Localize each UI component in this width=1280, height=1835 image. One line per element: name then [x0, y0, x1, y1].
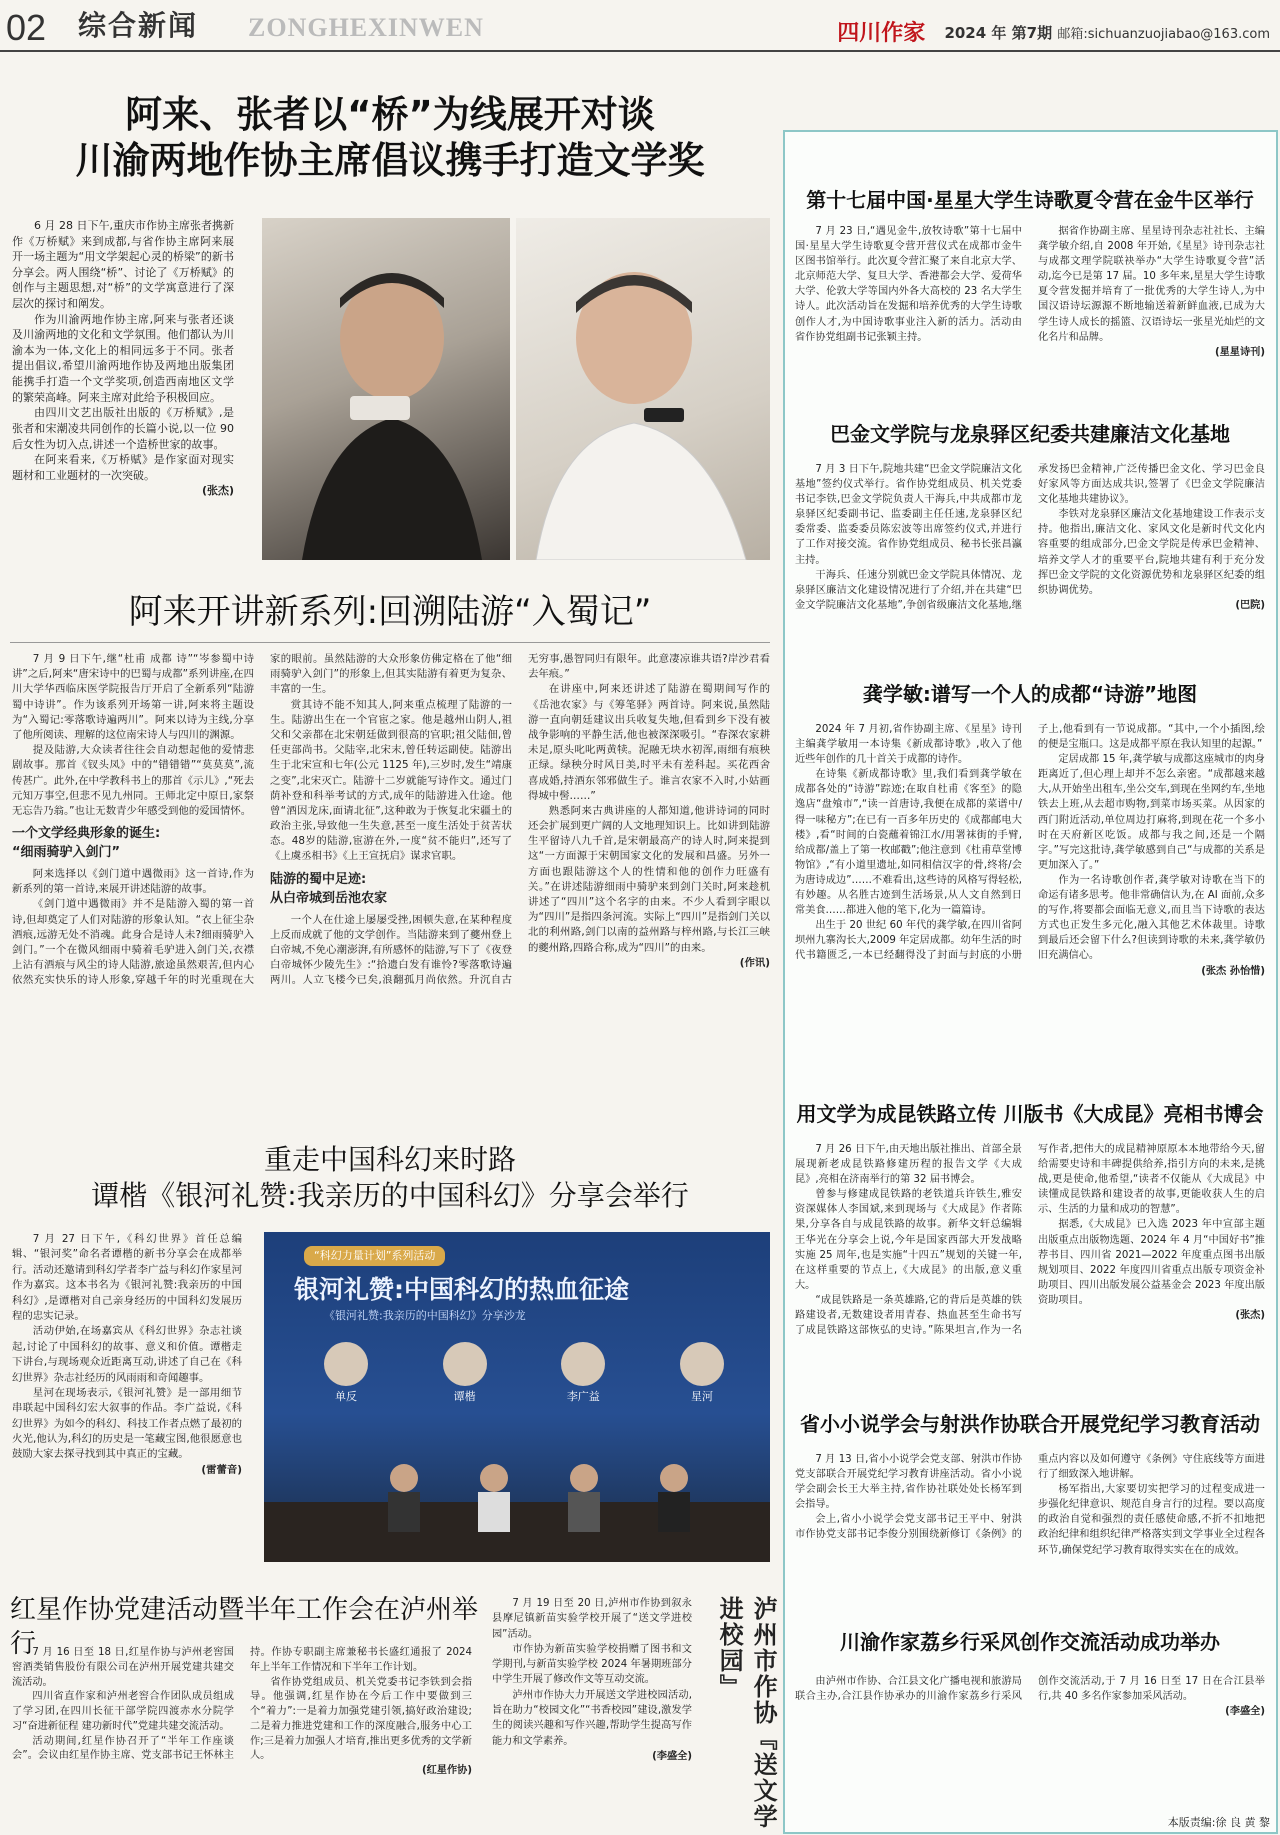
photo-banner: “科幻力量计划”系列活动 — [304, 1246, 445, 1266]
headline: 红星作协党建活动暨半年工作会在泸州举行 — [10, 1595, 479, 1659]
article-body — [795, 1142, 1265, 1402]
paragraph: 阿来选择以《剑门道中遇微雨》这一首诗,作为新系列的第一首诗,来展开讲述陆游的故事。 — [12, 868, 254, 896]
paragraph: 7 月 13 日,省小小说学会党支部、射洪市作协党支部联合开展党纪学习教育讲座活动。省小小说学会副会长王大举主持,省作协社联处处长杨军到会指导。 — [795, 1454, 1022, 1511]
portrait-illustration — [262, 218, 510, 560]
paragraph: 会上,省小小说学会党支部书记王平中、射洪市作协党支部书记李俊分别围绕新修订《条例》的重点内容以及如何遵守《条例》守住底线等方面进行了细致深入地讲解。 — [795, 1454, 1265, 1541]
article-body — [12, 1232, 242, 1478]
paragraph: 曾参与修建成昆铁路的老铁道兵许铁生,雅安资深媒体人李国斌,来到现场与《大成昆》作者陈果,分享各自与成昆铁路的故事。新华文轩总编辑王华光在分享会上说,今年是国家西部大开发战略实施 25 周年,也是实施“十四五”规划的关键一年,在这样重要的节点上,《大成昆》的出版,意义重大。 — [795, 1189, 1022, 1291]
paragraph: 由四川文艺出版社出版的《万桥赋》,是张者和宋潮凌共同创作的长篇小说,以一位 90 后女性为切入点,讲述一个造桥世家的故事。 — [12, 406, 234, 451]
headline: 第十七届中国·星星大学生诗歌夏令营在金牛区举行 — [806, 188, 1254, 212]
paragraph: 市作协为新苗实验学校捐赠了图书和文学期刊,与新苗实验学校 2024 年暑期班部分中学生开展了修改作文等互动交流。 — [492, 1643, 692, 1686]
paragraph: 星河在现场表示,《银河礼赞》是一部用细节串联起中国科幻宏大叙事的作品。李广益说,《科幻世界》为如今的科幻、科技工作者点燃了最初的火光,他认为,科幻的历史是一笔藏宝图,他很愿意也鼓励大家去探寻找到其中真正的宝藏。 — [12, 1386, 242, 1461]
paragraph: 作为川渝两地作协主席,阿来与张者还谈及川渝两地的文化和文学氛围。他们都认为川渝本为一体,文化上的相同远多于不同。张者提出倡议,希望川渝两地作协及两地出版集团能携手打造一个文学奖项,创造西南地区文学的繁荣高峰。阿来主席对此给予积极回应。 — [12, 312, 234, 404]
article-xiaoxiaoshuo — [795, 1410, 1265, 1438]
article-body — [12, 652, 770, 1132]
byline: (雷蕾音) — [201, 1463, 242, 1476]
paragraph: 李铁对龙泉驿区廉洁文化基地建设工作表示支持。他指出,廉洁文化、家风文化是新时代文化内容重要的组成部分,巴金文学院是传承巴金精神、培养文学人才的重要平台,院地共建有利于充分发挥巴金文学院的文化资源优势和龙泉驿区纪委的组织协调优势。 — [1038, 509, 1265, 596]
paragraph: 6 月 28 日下午,重庆市作协主席张者携新作《万桥赋》来到成都,与省作协主席阿来展开一场主题为“用文学架起心灵的桥梁”的新书分享会。两人围绕“桥”、讨论了《万桥赋》的创作与主题思想,对“桥”的文学寓意进行了深层次的探讨和阐发。 — [12, 219, 234, 311]
vertical-headline: 泸州市作协『送文学进校园』 — [715, 1596, 778, 1830]
paragraph: 省作协党组成员、机关党委书记李铁到会指导。他强调,红星作协在今后工作中要做到三个“着力”:一是着力加强党建引领,搞好政治建设;二是着力推进党建和工作的深度融合,服务中心工作;三是着力加强人才培育,推出更多优秀的文学新人。 — [250, 1676, 472, 1762]
paragraph: 杨军指出,大家要切实把学习的过程变成进一步强化纪律意识、规范自身言行的过程。要以高度的政治自觉和强烈的责任感使命感,不折不扣地把政治纪律和组织纪律严格落实到文学事业全过程各环节,确保党纪学习教育取得实实在在的成效。 — [1038, 1484, 1265, 1556]
byline: (星星诗刊) — [1214, 346, 1265, 358]
paragraph: 泸州市作协大力开展送文学进校园活动,旨在助力“校园文化”“书香校园”建设,激发学生的阅读兴趣和写作兴趣,帮助学生提高写作能力和文学素养。 — [492, 1689, 692, 1747]
guest-card: 李广益 — [561, 1342, 605, 1405]
article-body — [795, 722, 1265, 1094]
email-label: 邮箱:sichuanzuojiabao@163.com — [1057, 27, 1270, 42]
headline: 阿来开讲新系列:回溯陆游“入蜀记” — [128, 592, 652, 632]
headline: 川渝作家荔乡行采风创作交流活动成功举办 — [840, 1630, 1220, 1654]
paragraph: 提及陆游,大众读者往往会自动想起他的爱情悲剧故事。那首《钗头凤》中的“错错错”“莫莫莫”,流传甚广。此外,在中学教科书上的那首《示儿》,“死去元知万事空,但悲不见九州同。王师北定中原日,家祭无忘告乃翁。”也让无数青少年感受到他的爱国情怀。 — [12, 744, 254, 817]
paragraph: 《剑门道中遇微雨》并不是陆游入蜀的第一首诗,但却奠定了人们对陆游的形象认知。“衣上征尘杂酒痕,远游无处不消魂。此身合是诗人未?细雨骑驴入剑门。”一个在微风细雨中骑着毛驴进入剑门关,衣襟上沾有酒痕与风尘的诗人陆游,旅途虽然艰苦,但内心依然充实快乐的诗人形象,穿越千年的时光重现在大家的眼前。虽然陆游的大众形象仿佛定格在了他“细雨骑驴入剑门”的形象上,但其实陆游有着更为复杂、丰富的一生。 — [12, 653, 512, 987]
paragraph: 出生于 20 世纪 60 年代的龚学敏,在四川省阿坝州九寨沟长大,2009 年定居成都。幼年生活的时代书籍匮乏,一本已经翻得没了封面与封底的小册子上,他看到有一节说成都。“其中,一个小插图,绘的便是宝瓶口。这是成都平原在我认知里的起源。” — [795, 724, 1265, 962]
paragraph: 四川省直作家和泸州老窖合作团队成员组成了学习团,在四川长征干部学院四渡赤水分院学习“奋进新征程 建功新时代”党建共建交流活动。 — [12, 1691, 234, 1732]
byline: (作讯) — [739, 956, 770, 969]
article-dialogue — [10, 92, 770, 185]
headline: 阿来、张者以“桥”为线展开对谈 — [125, 93, 655, 136]
headline: 川渝两地作协主席倡议携手打造文学奖 — [75, 139, 705, 183]
paragraph: 一个人在仕途上屡屡受挫,困顿失意,在某种程度上反而成就了他的文学创作。当陆游来到了夔州登上白帝城,不免心潮澎湃,有所感怀的陆游,写下了《夜登白帝城怀少陵先生》:“拾遗白发有谁怜?零落歌诗遍两川。人立飞楼今已矣,浪翻孤月尚依然。升沉自古无穷事,愚智同归有限年。此意凄凉谁共语?岸沙君看去年痕。” — [270, 653, 770, 987]
masthead — [0, 0, 1280, 52]
subheading: 陆游的蜀中足迹: 从白帝城到岳池农家 — [270, 871, 388, 906]
article-body — [795, 1452, 1265, 1602]
article-gong-xuemin — [795, 680, 1265, 708]
byline: (李盛全) — [1225, 1706, 1265, 1718]
portrait-illustration — [516, 218, 770, 560]
section-pinyin: ZONGHEXINWEN — [248, 13, 484, 42]
byline: (红星作协) — [421, 1765, 472, 1777]
article-luzhou-school — [492, 1596, 692, 1764]
article-chengkun — [795, 1100, 1265, 1128]
article-body — [795, 462, 1265, 652]
article-body — [12, 1646, 472, 1832]
paragraph: 活动期间,红星作协召开了“半年工作座谈会”。会议由红星作协主席、党支部书记王怀林主持。作协专职副主席兼秘书长盛红通报了 2024 年上半年工作情况和下半年工作计划。 — [12, 1647, 472, 1762]
byline: (张杰) — [1235, 1310, 1265, 1322]
guest-row — [324, 1342, 724, 1405]
guest-card: 星河 — [680, 1342, 724, 1405]
headline: 重走中国科幻来时路 — [263, 1143, 516, 1176]
stage-illustration — [264, 1422, 770, 1562]
paragraph: 在诗集《新成都诗歌》里,我们看到龚学敏在成都各处的“诗游”踪迹;在取自杜甫《客至》的隐逸店“盘飧市”,“读一首唐诗,我便在成都的菜谱中/得一味秘方”;在已有一百多年历史的《成都邮电大楼》,看“时间的白瓷蘸着锦江水/用署袜街的手臂,给成都/盖上了第一枚邮戳”;他注意到《杜甫草堂博物馆》,“有小道里遗址,如同相信汉字的骨,终将/会为唐诗成边”……不难看出,这些诗的风格写得轻松,有妙趣。从名胜古迹到生活场景,从人文自然到日常美食……都进入他的笔下,化为一篇篇诗。 — [795, 769, 1022, 917]
headline: 谭楷《银河礼赞:我亲历的中国科幻》分享会举行 — [91, 1179, 689, 1213]
divider — [10, 642, 770, 643]
paragraph: 熟悉阿来古典讲座的人都知道,他讲诗词的同时还会扩展到更广阔的人文地理知识上。比如讲到陆游生平留诗八九千首,是宋朝最高产的诗人时,阿来提到这“一方面源于宋朝国家文化的发展和昌盛。另外一方面也跟陆游这个人的性情和他的创作力旺盛有关。”在讲述陆游细雨中骑驴来到剑门关时,阿来趁机讲述了“四川”这个名字的由来。不少人看到字眼以为“四川”是指四条河流。实际上“四川”是指剑门关以北的利州路,剑门以南的益州路与梓州路,与长江三峡的夔州路,四路合称,成为“四川”的由来。 — [528, 804, 770, 954]
headline: 省小小说学会与射洪作协联合开展党纪学习教育活动 — [800, 1412, 1260, 1436]
photo-event-stage — [264, 1232, 770, 1562]
headline: 巴金文学院与龙泉驿区纪委共建廉洁文化基地 — [830, 422, 1230, 446]
paragraph: 活动伊始,在场嘉宾从《科幻世界》杂志社谈起,讨论了中国科幻的故事、意义和价值。谭楷走下讲台,与现场观众近距离互动,讲述了自己在《科幻世界》杂志社经历的风雨雨和奇闻趣事。 — [12, 1325, 242, 1384]
article-body — [795, 224, 1265, 430]
paragraph: 7 月 27 日下午,《科幻世界》首任总编辑、“银河奖”命名者谭楷的新书分享会在成都举行。活动还邀请到科幻学者李广益与科幻作家星河作为嘉宾。这本书名为《银河礼赞:我亲历的中国科幻》,是谭楷对自己亲身经历的中国科幻发展历程的忠实记录。 — [12, 1233, 242, 1322]
paragraph: 据悉,《大成昆》已入选 2023 年中宣部主题出版重点出版物选题、2024 年 4 月“中国好书”推荐书目、四川省 2021—2022 年度重点图书出版规划项目、2022 年度四川省重点出版专项资金补助项目、四川出版发展公益基金会 2023 年度出版资助项目。 — [1038, 1219, 1265, 1306]
paragraph: 在阿来看来,《万桥赋》是作家面对现实题材和工业题材的一次突破。 — [12, 453, 234, 482]
headline: 龚学敏:谱写一个人的成都“诗游”地图 — [862, 682, 1198, 706]
paragraph: 7 月 26 日下午,由天地出版社推出、首部全景展现新老成昆铁路修建历程的报告文学《大成昆》,亮相在济南举行的第 32 届书博会。 — [795, 1144, 1022, 1186]
paragraph: 定居成都 15 年,龚学敏与成都这座城市的肉身距离近了,但心理上却并不怎么亲密。“成都越来越大,从开始坐出租车,坐公交车,到现在坐网约车,坐地铁去上班,从去超市购物,到菜市场买菜。从因家的西门附近活动,单位周边打麻将,到现在花一个多小时在天府新区吃饭。成都与我之间,还是一个隔字。”写完这批诗,龚学敏感到自己“与成都的关系是更加深入了。” — [1038, 754, 1265, 871]
subheading: 一个文学经典形象的诞生: “细雨骑驴入剑门” — [12, 826, 161, 861]
byline: (张杰 孙怡惜) — [1201, 965, 1265, 977]
section-title: 综合新闻 — [78, 9, 199, 42]
article-scifi — [10, 1142, 770, 1215]
article-lu-you — [10, 590, 770, 634]
article-lizhi — [795, 1628, 1265, 1656]
page-number: 02 — [6, 7, 47, 48]
paragraph: 2024 年 7 月初,省作协副主席、《星星》诗刊主编龚学敏用一本诗集《新成都诗歌》,收入了他近些年创作的几十首关于成都的诗作。 — [795, 724, 1022, 766]
paragraph: 据省作协副主席、星星诗刊杂志社社长、主编龚学敏介绍,自 2008 年开始,《星星》诗刊杂志社与成都文理学院联袂举办“大学生诗歌夏令营”活动,迄今已是第 17 届。10 多年来,星星大学生诗歌夏令营发掘并培育了一批优秀的大学生诗人,为中国汉语诗坛源源不断地输送着新鲜血液,已成为大学生诗人成长的摇篮、汉语诗坛一张星光灿烂的文化名片和品牌。 — [1038, 226, 1265, 343]
paragraph: 由泸州市作协、合江县文化广播电视和旅游局联合主办,合江县作协承办的川渝作家荔乡行采风创作交流活动,于 7 月 16 日至 17 日在合江县举行,共 40 多名作家参加采风活动。 — [795, 1676, 1265, 1703]
article-bajin — [795, 420, 1265, 448]
brand-logo: 四川作家 — [837, 21, 926, 46]
article-body — [795, 1674, 1265, 1770]
issue-label: 2024 年 第7期 — [944, 24, 1053, 42]
guest-card: 谭楷 — [443, 1342, 487, 1405]
photo-speaker-left — [262, 218, 510, 560]
paragraph: 7 月 19 日至 20 日,泸州市作协到叙永县摩尼镇新苗实验学校开展了“送文学进校园”活动。 — [492, 1598, 692, 1640]
paragraph: 7 月 16 日至 18 日,红星作协与泸州老窖国窖酒类销售股份有限公司在泸州开展党建共建交流活动。 — [12, 1647, 234, 1688]
byline: (张杰) — [201, 484, 234, 498]
right-column-panel — [783, 130, 1278, 1834]
paragraph: 7 月 23 日,“遇见金牛,放牧诗歌”第十七届中国·星星大学生诗歌夏令营开营仪式在成都市金牛区图书馆举行。此次夏令营汇聚了来自北京大学、北京师范大学、复旦大学、香港都会大学、爱荷华大学、伦敦大学等国内外各大高校的 23 名大学生诗人。此次活动旨在发掘和培养优秀的大学生诗歌创作人才,为中国诗歌事业注入新的活力。活动由省作协党组副书记张颖主持。 — [795, 226, 1022, 343]
page-footer: 本版责编:徐 良 黄 黎 — [1167, 1816, 1270, 1829]
masthead-info — [837, 16, 1270, 47]
paragraph: 在讲座中,阿来还讲述了陆游在蜀期间写作的《岳池农家》与《筹笔驿》两首诗。阿来说,虽然陆游一直向朝廷建议出兵收复失地,但看到乡下没有被战争影响的平静生活,他也被深深吸引。“春深农家耕未足,原头叱叱两黄犊。泥融无块水初浑,雨细有痕秧正绿。绿秧分时风日美,时平未有差科起。买花西舍喜成婚,持酒东邻邪做生子。谁言农家不入时,小姑画得城中髻……” — [528, 683, 770, 802]
photo-title: 银河礼赞:中国科幻的热血征途 — [294, 1275, 629, 1304]
paragraph: 赏其诗不能不知其人,阿来重点梳理了陆游的一生。陆游出生在一个官宦之家。他是越州山阴人,祖父和父亲都在北宋朝廷做到很高的官职;祖父陆佃,曾任吏部尚书。父陆宰,北宋末,曾任转运副使。陆游出生于北宋宣和七年(公元 1125 年),三岁时,发生“靖康之变”,北宋灭亡。陆游十二岁就能写诗作文。通过门荫补登和科举考试的方式,成年的陆游进入仕途。他曾“酒因龙床,面请北征”,这种敢为于恢复北宋疆土的政治主张,导致他一生失意,甚至一度生活处于贫苦状态。48岁的陆游,宦游在外,一度“贫不能归”,还写了《上虞丞相书》《上王宣抚启》谋求官职。 — [270, 698, 512, 863]
paragraph: 干海兵、任速分别就巴金文学院具体情况、龙泉驿区廉洁文化建设情况进行了介绍,并在共建“巴金文学院廉洁文化基地”,争创省级廉洁文化基地,继承发扬巴金精神,广泛传播巴金文化、学习巴金良好家风等方面达成共识,签署了《巴金文学院廉洁文化基地共建协议》。 — [795, 464, 1265, 611]
byline: (李盛全) — [652, 1750, 692, 1762]
headline: 用文学为成昆铁路立传 川版书《大成昆》亮相书博会 — [796, 1102, 1264, 1126]
paragraph: 7 月 9 日下午,继“杜甫 成都 诗”“岑参蜀中诗讲”之后,阿来“唐宋诗中的巴蜀与成都”系列讲座,在四川大学华西临床医学院报告厅开启了全新系列“陆游蜀中诗讲”。作为该系列开场第一讲,阿来将主题设为“入蜀记:零落歌诗遍两川”。阿来以诗为主线,分享了他所阅读、理解的这位南宋诗人与四川的渊源。 — [12, 653, 254, 741]
article-poetry-camp — [795, 186, 1265, 214]
guest-card: 单反 — [324, 1342, 368, 1405]
paragraph: 作为一名诗歌创作者,龚学敏对诗歌在当下的命运有诸多思考。他非常确信认为,在 AI 面前,众多的写作,将要都会面临无意义,而且当下诗歌的表达方式也正发生多元化,融入其他艺术体裁里。诗歌到最后还会留下什么?但读到诗歌的未来,龚学敏仍旧充满信心。 — [1038, 874, 1265, 962]
byline: (巴院) — [1235, 599, 1265, 611]
article-body — [12, 218, 234, 499]
photo-subtitle: 《银河礼赞:我亲历的中国科幻》分享沙龙 — [324, 1309, 526, 1322]
paragraph: 7 月 3 日下午,院地共建“巴金文学院廉洁文化基地”签约仪式举行。省作协党组成员、机关党委书记李铁,巴金文学院负责人干海兵,中共成都市龙泉驿区纪委副书记、监委副主任任速,龙泉驿区纪委常委、监委委员陈宏波等出席签约仪式,并进行了工作对接交流。省作协党组成员、秘书长张昌瀛主持。 — [795, 464, 1022, 566]
photo-speaker-right — [516, 218, 770, 560]
paragraph: “成昆铁路是一条英雄路,它的背后是英雄的铁路建设者,无数建设者用青春、热血甚至生命书写了成昆铁路这部恢弘的史诗。”陈果坦言,作为一名写作者,把伟大的成昆精神原原本本地带给今天,留给需要史诗和丰碑提供给养,指引方向的未来,是挑战,更是使命,他希望,“读者不仅能从《大成昆》中读懂成昆铁路和建设者的故事,更能收获人生的启示、生活的力量和成功的智慧”。 — [795, 1144, 1265, 1337]
